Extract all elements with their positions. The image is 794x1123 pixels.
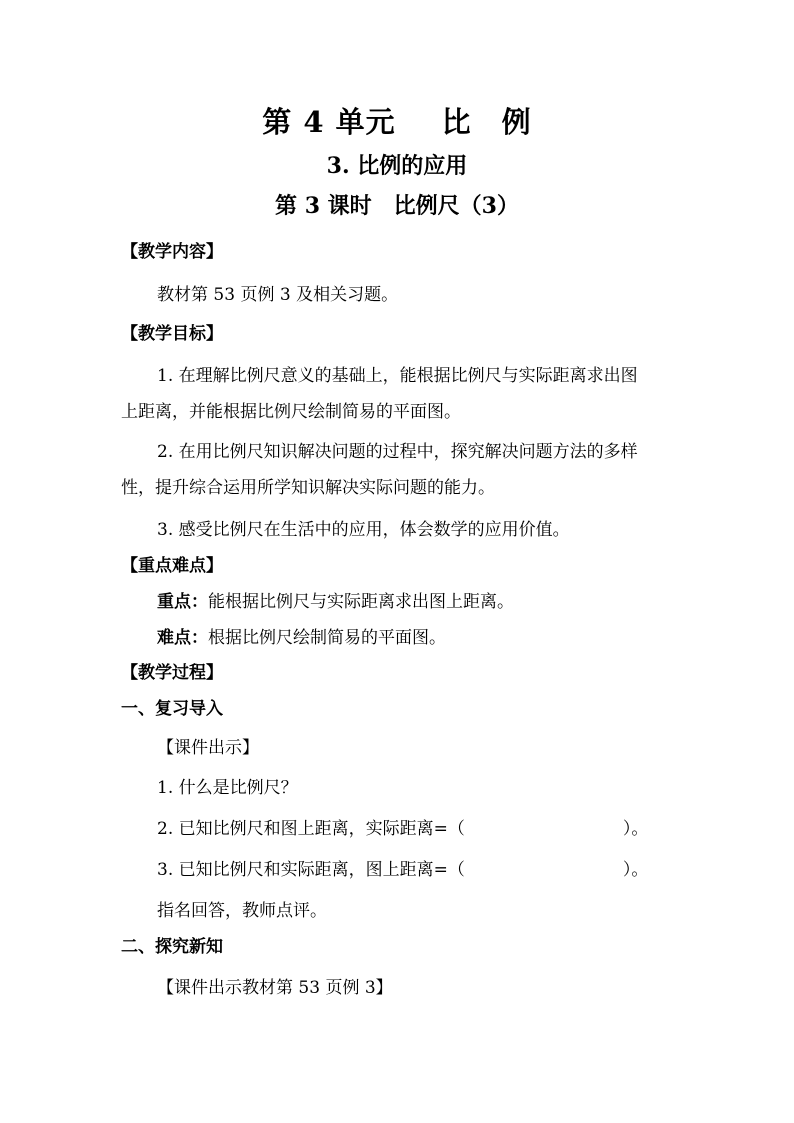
goal-1-line-1: 1. 在理解比例尺意义的基础上，能根据比例尺与实际距离求出图 [157, 366, 638, 386]
question-3-close: ）。 [622, 860, 649, 880]
key-points-heading: 【重点难点】 [121, 556, 223, 576]
goal-1-line-2: 上距离，并能根据比例尺绘制简易的平面图。 [121, 402, 461, 422]
unit-title [0, 100, 794, 141]
part-2-heading: 二、探究新知 [121, 937, 223, 957]
goal-2-line-1: 2. 在用比例尺知识解决问题的过程中，探究解决问题方法的多样 [157, 442, 638, 462]
teacher-comment: 指名回答，教师点评。 [157, 901, 327, 921]
courseware-label-2: 【课件出示教材第 53 页例 3】 [157, 978, 393, 998]
key-point-line [157, 587, 514, 612]
difficulty-line [157, 623, 446, 648]
question-2-text: 2. 已知比例尺和图上距离，实际距离=（ [157, 819, 465, 839]
part-1-heading: 一、复习导入 [121, 699, 223, 719]
content-heading: 【教学内容】 [121, 242, 223, 262]
question-2-close: ）。 [622, 819, 649, 839]
question-3-text: 3. 已知比例尺和实际距离，图上距离=（ [157, 860, 465, 880]
goal-3: 3. 感受比例尺在生活中的应用，体会数学的应用价值。 [157, 520, 570, 540]
unit-topic: 比 例 [441, 105, 532, 139]
key-point-label: 重点： [157, 592, 208, 612]
section-subtitle: 3. 比例的应用 [326, 153, 468, 179]
courseware-label-1: 【课件出示】 [157, 738, 259, 758]
unit-label: 第 4 单元 [262, 105, 396, 139]
content-text: 教材第 53 页例 3 及相关习题。 [157, 285, 399, 305]
difficulty-text: 根据比例尺绘制简易的平面图。 [208, 628, 446, 648]
question-1: 1. 什么是比例尺？ [157, 778, 298, 798]
question-3 [157, 855, 648, 880]
key-point-text: 能根据比例尺与实际距离求出图上距离。 [208, 592, 514, 612]
difficulty-label: 难点： [157, 628, 208, 648]
process-heading: 【教学过程】 [121, 663, 223, 683]
question-2 [157, 814, 648, 839]
goal-2-line-2: 性，提升综合运用所学知识解决实际问题的能力。 [121, 478, 495, 498]
lesson-title: 第 3 课时 比例尺（3） [275, 193, 519, 219]
goals-heading: 【教学目标】 [121, 324, 223, 344]
